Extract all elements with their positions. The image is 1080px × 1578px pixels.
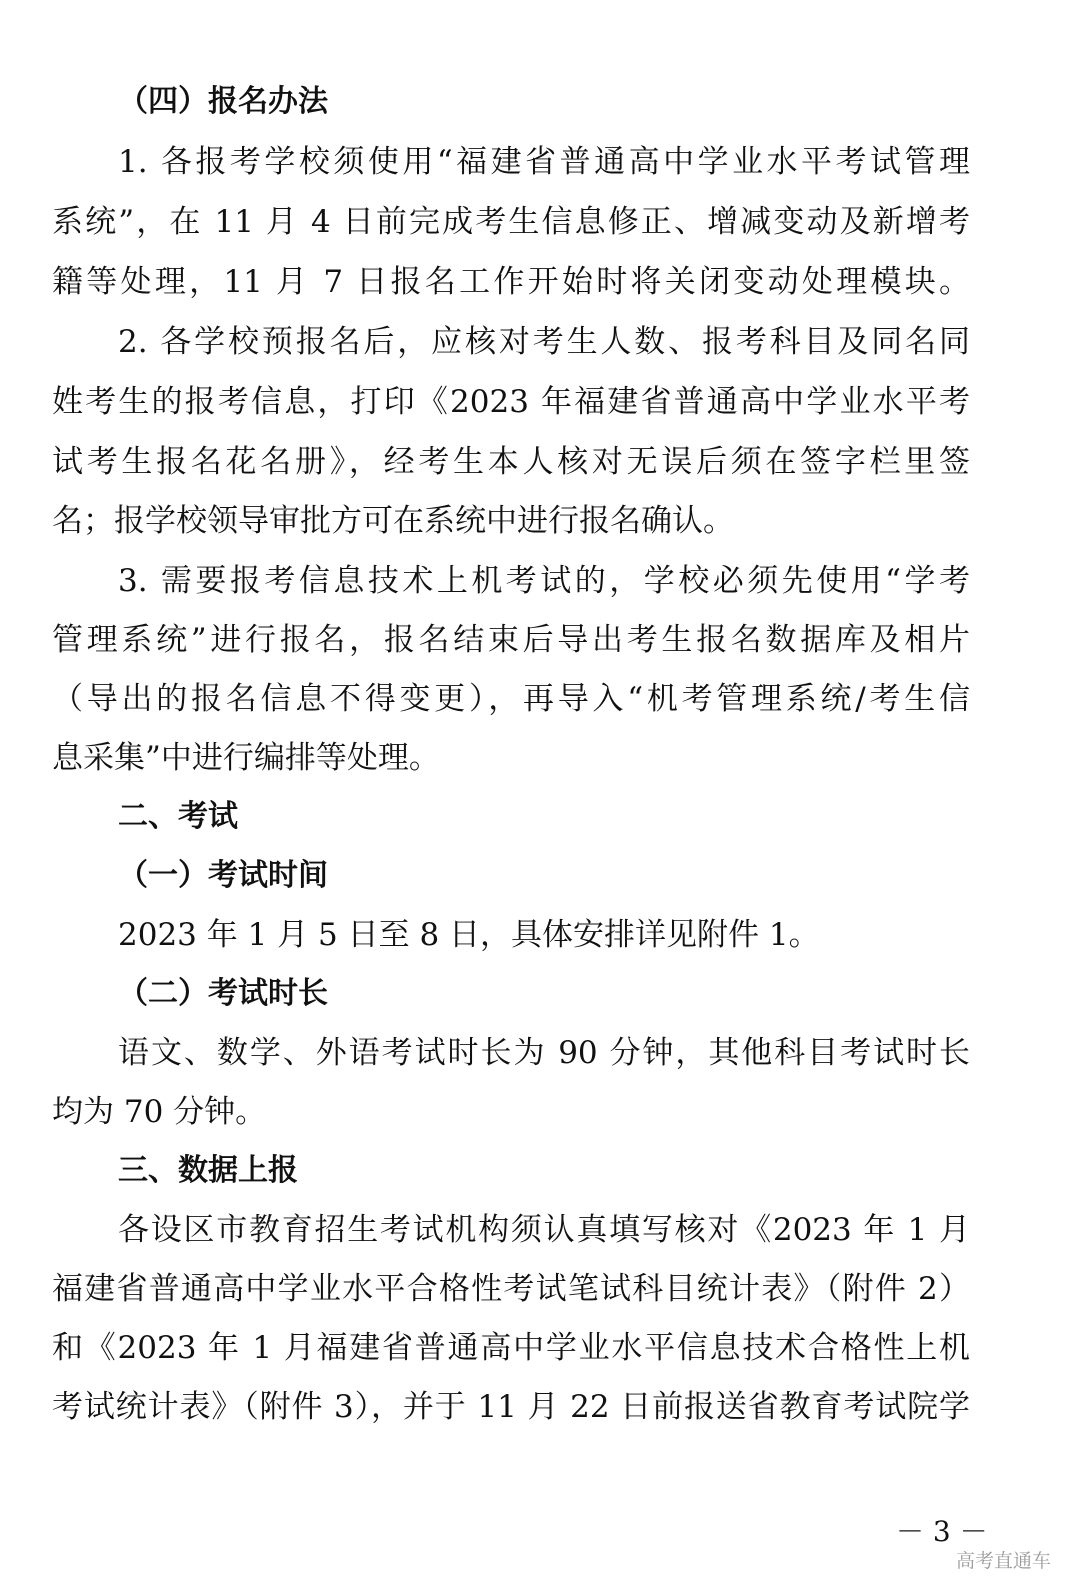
- section-heading-registration-method: （四）报名办法: [118, 84, 328, 119]
- paragraph-line: 姓考生的报考信息，打印《2023 年福建省普通高中学业水平考: [52, 384, 970, 420]
- paragraph-line: 和《2023 年 1 月福建省普通高中学业水平信息技术合格性上机: [52, 1330, 970, 1366]
- paragraph-line: 均为 70 分钟。: [52, 1094, 267, 1130]
- paragraph-line: 名；报学校领导审批方可在系统中进行报名确认。: [52, 503, 734, 539]
- paragraph-line: 考试统计表》（附件 3），并于 11 月 22 日前报送省教育考试院学: [52, 1389, 970, 1425]
- paragraph-line: 1. 各报考学校须使用“福建省普通高中学业水平考试管理: [118, 144, 970, 180]
- section-heading-data-reporting: 三、数据上报: [118, 1153, 298, 1188]
- paragraph-line: （导出的报名信息不得变更），再导入“机考管理系统/考生信: [52, 681, 970, 717]
- paragraph-line: 各设区市教育招生考试机构须认真填写核对《2023 年 1 月: [118, 1212, 970, 1248]
- section-heading-exam: 二、考试: [118, 799, 238, 834]
- paragraph-line: 系统”，在 11 月 4 日前完成考生信息修正、增减变动及新增考: [52, 204, 970, 240]
- watermark: 高考直通车: [956, 1550, 1052, 1572]
- paragraph-line: 息采集”中进行编排等处理。: [52, 740, 440, 776]
- section-heading-exam-duration: （二）考试时长: [118, 976, 328, 1011]
- paragraph-line: 语文、数学、外语考试时长为 90 分钟，其他科目考试时长: [118, 1035, 970, 1071]
- paragraph-line: 3. 需要报考信息技术上机考试的，学校必须先使用“学考: [118, 563, 970, 599]
- section-heading-exam-time: （一）考试时间: [118, 858, 328, 893]
- paragraph-line: 福建省普通高中学业水平合格性考试笔试科目统计表》（附件 2）: [52, 1271, 970, 1307]
- paragraph-line: 2023 年 1 月 5 日至 8 日，具体安排详见附件 1。: [118, 917, 820, 953]
- paragraph-line: 籍等处理，11 月 7 日报名工作开始时将关闭变动处理模块。: [52, 264, 970, 300]
- page-number: － 3 －: [896, 1515, 988, 1548]
- paragraph-line: 管理系统”进行报名，报名结束后导出考生报名数据库及相片: [52, 622, 970, 658]
- paragraph-line: 试考生报名花名册》，经考生本人核对无误后须在签字栏里签: [52, 444, 970, 480]
- paragraph-line: 2. 各学校预报名后，应核对考生人数、报考科目及同名同: [118, 324, 970, 360]
